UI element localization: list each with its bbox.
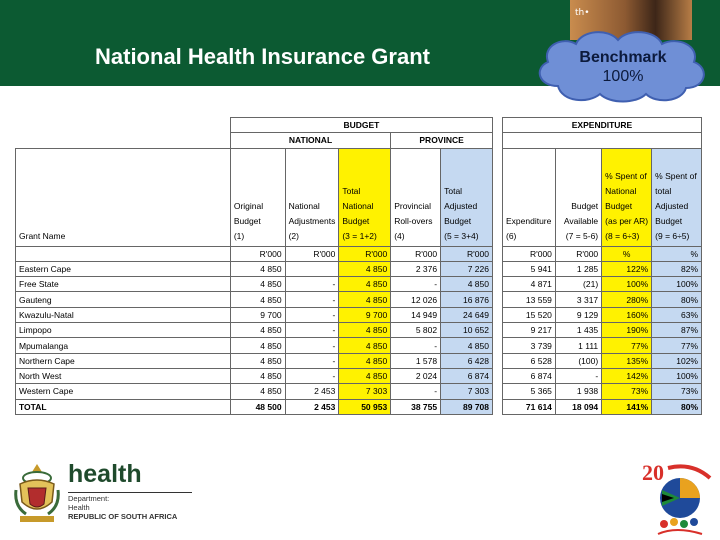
original-budget-cell: 48 500	[230, 399, 285, 414]
grant-name-cell: Limpopo	[16, 323, 231, 338]
national-adjustment-cell: -	[285, 368, 339, 383]
pct-total-header	[652, 148, 702, 246]
original-budget-cell: 4 850	[230, 323, 285, 338]
grant-name-cell: Western Cape	[16, 384, 231, 399]
pct-total-cell: 77%	[652, 338, 702, 353]
total-adjusted-budget-cell: 4 850	[441, 338, 493, 353]
grant-name-cell: Northern Cape	[16, 353, 231, 368]
header-line: Adjustments	[288, 215, 336, 226]
units-cell: R'000	[441, 246, 493, 261]
table-row	[16, 384, 493, 399]
pct-national-header	[602, 148, 652, 246]
svg-text:20: 20	[642, 460, 664, 485]
national-adjustment-cell: -	[285, 338, 339, 353]
provincial-rollover-cell: 2 024	[391, 368, 441, 383]
header-line: % Spent of	[655, 170, 697, 181]
header-line: (4)	[394, 230, 405, 241]
table-row	[503, 307, 702, 322]
header-line: % Spent of	[605, 170, 647, 181]
table-row	[503, 323, 702, 338]
header-line: (5 = 3+4)	[444, 230, 479, 241]
provincial-rollover-cell: -	[391, 338, 441, 353]
original-budget-cell: 4 850	[230, 261, 285, 276]
table-row	[503, 261, 702, 276]
expenditure-header	[503, 148, 556, 246]
blank-cell	[16, 118, 231, 133]
national-adjustment-cell: -	[285, 323, 339, 338]
grant-name-header: Grant Name	[16, 148, 231, 246]
total-adjusted-budget-cell: 6 428	[441, 353, 493, 368]
table-row	[16, 277, 493, 292]
header-line: National	[288, 200, 320, 211]
total-adjusted-budget-cell: 7 226	[441, 261, 493, 276]
table-row	[503, 338, 702, 353]
total-national-budget-cell: 4 850	[339, 323, 391, 338]
blank-cell	[503, 133, 702, 148]
national-adjustment-cell: 2 453	[285, 384, 339, 399]
header-line: Roll-overs	[394, 215, 433, 226]
total-national-budget-header	[339, 148, 391, 246]
total-adjusted-budget-cell: 24 649	[441, 307, 493, 322]
national-adjustment-cell: 2 453	[285, 399, 339, 414]
total-row	[16, 399, 493, 414]
header-line: Adjusted	[444, 200, 478, 211]
total-national-budget-cell: 4 850	[339, 368, 391, 383]
header-photo-text: th•	[575, 8, 590, 18]
original-budget-cell: 4 850	[230, 368, 285, 383]
units-cell: R'000	[503, 246, 556, 261]
header-line: (3 = 1+2)	[342, 230, 377, 241]
province-group-header: PROVINCE	[391, 133, 493, 148]
original-budget-cell: 4 850	[230, 384, 285, 399]
total-adjusted-budget-cell: 6 874	[441, 368, 493, 383]
budget-available-cell: 18 094	[555, 399, 601, 414]
twenty-years-freedom-logo-icon	[640, 460, 712, 536]
header-line: Budget	[342, 215, 370, 226]
units-cell: R'000	[230, 246, 285, 261]
header-line: Budget	[605, 200, 633, 211]
expenditure-cell: 4 871	[503, 277, 556, 292]
table-row	[16, 368, 493, 383]
total-national-budget-cell: 4 850	[339, 338, 391, 353]
health-wordmark: health	[68, 460, 142, 488]
original-budget-cell: 4 850	[230, 292, 285, 307]
total-national-budget-cell: 4 850	[339, 277, 391, 292]
pct-national-cell: 100%	[602, 277, 652, 292]
provincial-rollover-cell: -	[391, 277, 441, 292]
units-cell: %	[652, 246, 702, 261]
units-cell: R'000	[391, 246, 441, 261]
total-national-budget-cell: 4 850	[339, 261, 391, 276]
table-row	[16, 292, 493, 307]
national-adjustment-cell: -	[285, 292, 339, 307]
total-national-budget-cell: 7 303	[339, 384, 391, 399]
national-adjustment-cell: -	[285, 307, 339, 322]
table-row	[16, 338, 493, 353]
table-row	[16, 307, 493, 322]
units-blank	[16, 246, 231, 261]
grant-name-cell: Gauteng	[16, 292, 231, 307]
table-row	[16, 323, 493, 338]
header-line: total	[655, 185, 672, 196]
national-adjustment-cell: -	[285, 277, 339, 292]
department-block	[68, 494, 177, 521]
header-line: Budget	[655, 215, 683, 226]
provincial-rollover-cell: -	[391, 384, 441, 399]
grant-name-cell: Mpumalanga	[16, 338, 231, 353]
table-row	[16, 353, 493, 368]
department-name: Health	[68, 503, 90, 512]
budget-table	[15, 117, 493, 415]
expenditure-cell: 5 365	[503, 384, 556, 399]
provincial-rollovers-header	[391, 148, 441, 246]
provincial-rollover-cell: 38 755	[391, 399, 441, 414]
provincial-rollover-cell: 12 026	[391, 292, 441, 307]
expenditure-cell: 3 739	[503, 338, 556, 353]
header-line: (2)	[288, 230, 299, 241]
pct-national-cell: 160%	[602, 307, 652, 322]
original-budget-cell: 4 850	[230, 353, 285, 368]
expenditure-group-header: EXPENDITURE	[503, 118, 702, 133]
national-group-header: NATIONAL	[230, 133, 390, 148]
benchmark-value: 100%	[602, 68, 644, 85]
total-national-budget-cell: 4 850	[339, 353, 391, 368]
pct-total-cell: 102%	[652, 353, 702, 368]
header-line: (8 = 6÷3)	[605, 230, 640, 241]
coat-of-arms-icon	[12, 462, 62, 530]
blank-cell	[16, 133, 231, 148]
units-cell: R'000	[285, 246, 339, 261]
header-line: Adjusted	[655, 200, 689, 211]
total-adjusted-budget-cell: 89 708	[441, 399, 493, 414]
table-row	[503, 292, 702, 307]
expenditure-cell: 6 874	[503, 368, 556, 383]
pct-national-cell: 135%	[602, 353, 652, 368]
header-line: Budget	[571, 200, 599, 211]
expenditure-cell: 15 520	[503, 307, 556, 322]
national-adjustment-cell: -	[285, 353, 339, 368]
total-adjusted-budget-cell: 4 850	[441, 277, 493, 292]
expenditure-cell: 5 941	[503, 261, 556, 276]
header-line: National	[605, 185, 637, 196]
pct-national-cell: 122%	[602, 261, 652, 276]
table-row	[503, 353, 702, 368]
national-adjustments-header	[285, 148, 339, 246]
pct-total-cell: 63%	[652, 307, 702, 322]
original-budget-cell: 4 850	[230, 277, 285, 292]
header-line: (9 = 6÷5)	[655, 230, 690, 241]
footer-divider	[68, 492, 192, 493]
slide-title: National Health Insurance Grant	[95, 44, 430, 69]
pct-total-cell: 80%	[652, 292, 702, 307]
budget-available-cell: 1 111	[555, 338, 601, 353]
budget-available-cell: 9 129	[555, 307, 601, 322]
header-line: Available	[563, 215, 599, 226]
budget-available-header	[555, 148, 601, 246]
budget-available-cell: 1 938	[555, 384, 601, 399]
header-line: (6)	[506, 230, 517, 241]
total-national-budget-cell: 50 953	[339, 399, 391, 414]
header-line: National	[342, 200, 374, 211]
header-line: (as per AR)	[605, 215, 649, 226]
grant-name-cell: Eastern Cape	[16, 261, 231, 276]
header-line: (7 = 5-6)	[565, 230, 599, 241]
original-budget-cell: 4 850	[230, 338, 285, 353]
total-adjusted-budget-cell: 16 876	[441, 292, 493, 307]
expenditure-cell: 71 614	[503, 399, 556, 414]
pct-total-cell: 100%	[652, 368, 702, 383]
pct-total-cell: 80%	[652, 399, 702, 414]
table-row	[16, 261, 493, 276]
table-row	[503, 368, 702, 383]
table-row	[503, 384, 702, 399]
budget-available-cell: (100)	[555, 353, 601, 368]
national-adjustment-cell	[285, 261, 339, 276]
pct-national-cell: 73%	[602, 384, 652, 399]
grant-name-cell: Kwazulu-Natal	[16, 307, 231, 322]
expenditure-cell: 9 217	[503, 323, 556, 338]
total-adjusted-budget-cell: 7 303	[441, 384, 493, 399]
expenditure-cell: 6 528	[503, 353, 556, 368]
total-national-budget-cell: 4 850	[339, 292, 391, 307]
budget-available-cell: 3 317	[555, 292, 601, 307]
original-budget-header	[230, 148, 285, 246]
budget-available-cell: -	[555, 368, 601, 383]
pct-national-cell: 142%	[602, 368, 652, 383]
provincial-rollover-cell: 1 578	[391, 353, 441, 368]
budget-available-cell: 1 285	[555, 261, 601, 276]
total-adjusted-budget-cell: 10 652	[441, 323, 493, 338]
pct-total-cell: 100%	[652, 277, 702, 292]
grant-name-cell: North West	[16, 368, 231, 383]
country-name: REPUBLIC OF SOUTH AFRICA	[68, 512, 178, 521]
budget-group-header: BUDGET	[230, 118, 492, 133]
original-budget-cell: 9 700	[230, 307, 285, 322]
header-line: Total	[342, 185, 361, 196]
pct-national-cell: 280%	[602, 292, 652, 307]
table-row	[503, 277, 702, 292]
pct-national-cell: 190%	[602, 323, 652, 338]
units-cell: R'000	[555, 246, 601, 261]
pct-total-cell: 87%	[652, 323, 702, 338]
header-line: Budget	[233, 215, 261, 226]
pct-national-cell: 77%	[602, 338, 652, 353]
pct-total-cell: 82%	[652, 261, 702, 276]
header-line: (1)	[233, 230, 245, 241]
header-line: Budget	[444, 215, 472, 226]
expenditure-table	[502, 117, 702, 415]
grant-name-cell: Free State	[16, 277, 231, 292]
total-adjusted-budget-header	[441, 148, 493, 246]
provincial-rollover-cell: 14 949	[391, 307, 441, 322]
header-line: Provincial	[394, 200, 432, 211]
total-national-budget-cell: 9 700	[339, 307, 391, 322]
header-line: Expenditure	[506, 215, 552, 226]
provincial-rollover-cell: 5 802	[391, 323, 441, 338]
header-line: Total	[444, 185, 463, 196]
benchmark-label	[528, 48, 718, 86]
units-cell: R'000	[339, 246, 391, 261]
grant-name-cell: TOTAL	[16, 399, 231, 414]
units-cell: %	[602, 246, 652, 261]
budget-available-cell: 1 435	[555, 323, 601, 338]
total-row	[503, 399, 702, 414]
pct-national-cell: 141%	[602, 399, 652, 414]
department-label: Department:	[68, 494, 110, 503]
benchmark-title: Benchmark	[579, 49, 667, 66]
provincial-rollover-cell: 2 376	[391, 261, 441, 276]
pct-total-cell: 73%	[652, 384, 702, 399]
expenditure-cell: 13 559	[503, 292, 556, 307]
header-line: Original	[233, 200, 264, 211]
budget-available-cell: (21)	[555, 277, 601, 292]
